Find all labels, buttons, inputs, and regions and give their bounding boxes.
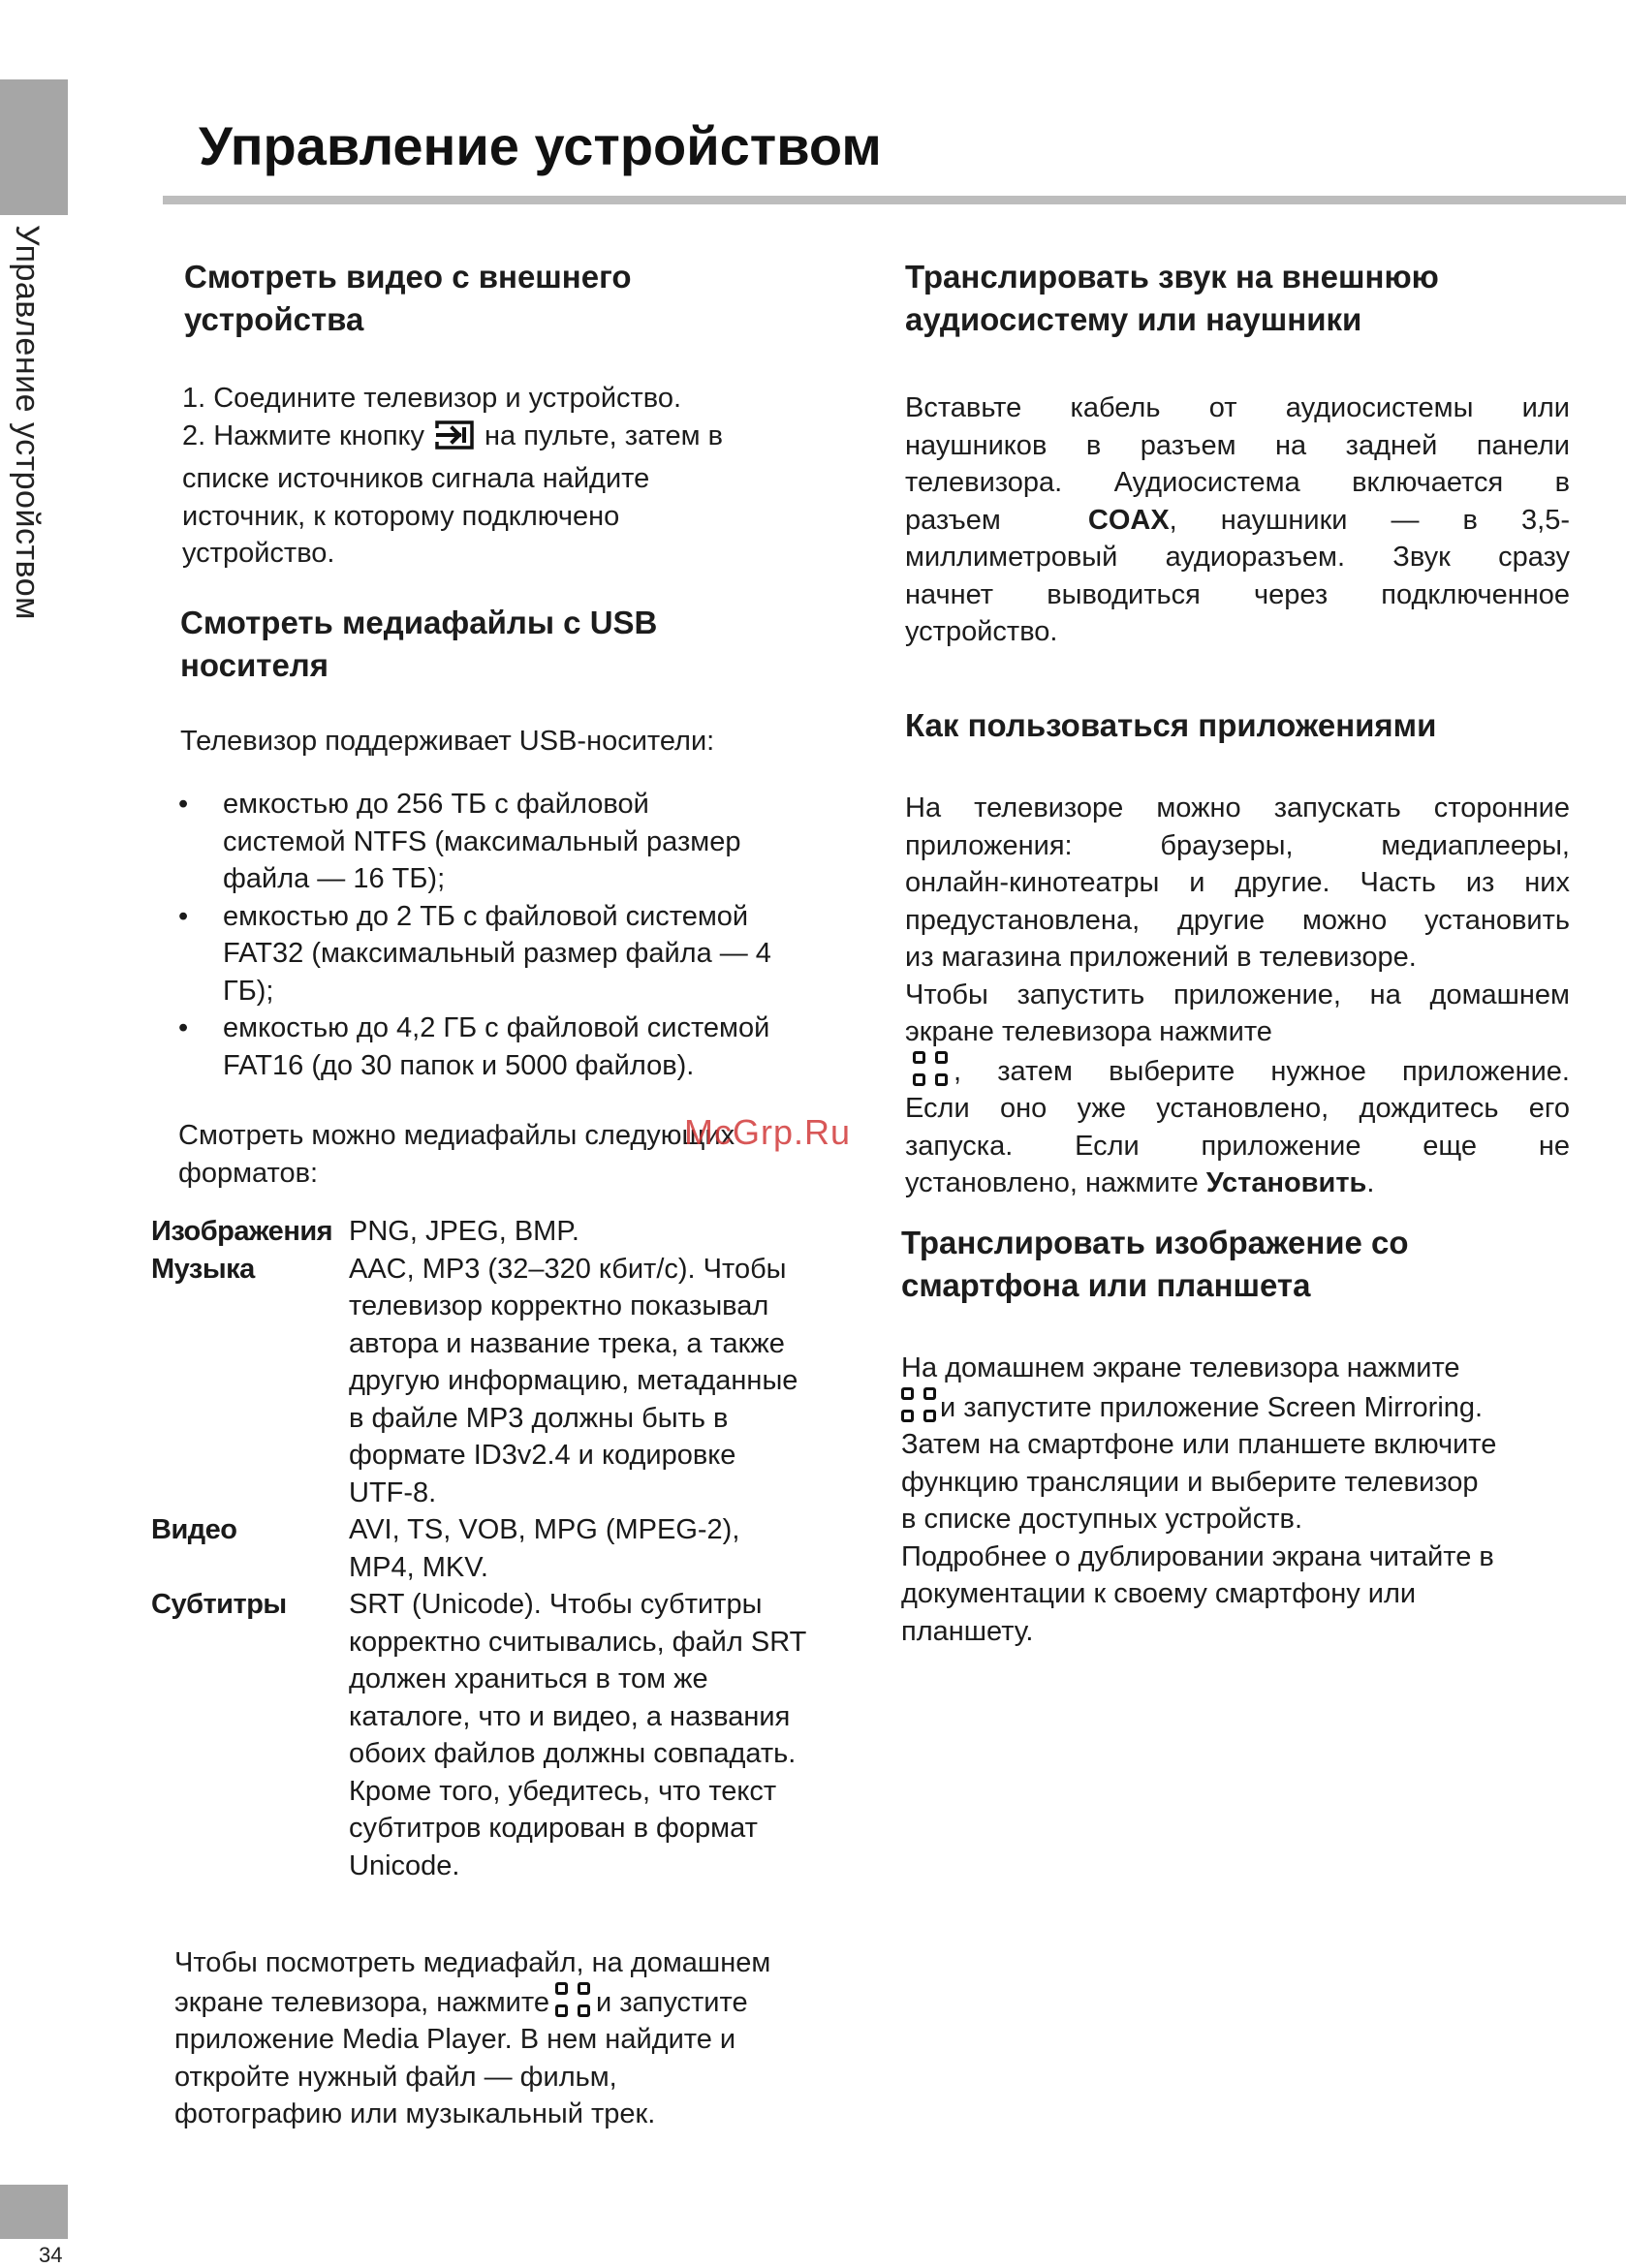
step-2	[182, 418, 880, 573]
instruction-line: экране телевизора, нажмите	[174, 1986, 549, 2018]
list-line: емкостью до 4,2 ГБ с файловой системой	[223, 1012, 770, 1043]
heading-line: Транслировать звук на внешнюю	[905, 259, 1439, 295]
side-chapter-label: Управление устройством	[9, 225, 46, 620]
page-number-tab	[0, 2185, 68, 2239]
list-line: FAT32 (максимальный размер файла — 4	[223, 938, 771, 969]
format-line: обоих файлов должны совпадать.	[349, 1738, 797, 1769]
para-line: устройство.	[905, 616, 1058, 647]
para-line: предустановлена, другие можно установить	[905, 904, 1570, 936]
para-line: На домашнем экране телевизора нажмите	[901, 1352, 1460, 1383]
para-line	[905, 1051, 1570, 1091]
apps-grid-icon	[901, 1387, 936, 1422]
list-item	[178, 898, 876, 1010]
format-line: PNG, JPEG, BMP.	[349, 1216, 579, 1247]
heading-screen-mirroring	[901, 1222, 1409, 1307]
para-line: На телевизоре можно запускать сторонние	[905, 792, 1570, 823]
format-line: должен храниться в том же	[349, 1663, 708, 1694]
list-line: ГБ);	[223, 975, 274, 1007]
formats-intro-line: Смотреть можно медиафайлы следующих	[178, 1120, 735, 1151]
list-line: FAT16 (до 30 папок и 5000 файлов).	[223, 1049, 695, 1081]
heading-line: Смотреть медиафайлы с USB	[180, 605, 658, 640]
format-desc	[349, 1511, 872, 1586]
format-desc	[349, 1213, 872, 1251]
list-line: емкостью до 2 ТБ с файловой системой	[223, 900, 749, 932]
heading-apps: Как пользоваться приложениями	[905, 707, 1437, 743]
para-line: планшету.	[901, 1615, 1034, 1647]
para-line	[905, 1165, 1570, 1202]
format-line: автора и название трека, а также	[349, 1327, 785, 1359]
media-player-instructions	[174, 1944, 872, 2133]
para-line: Если оно уже установлено, дождитесь его	[905, 1093, 1570, 1124]
heading-audio-output	[905, 256, 1439, 341]
para-line	[895, 1387, 1579, 1427]
list-line: емкостью до 256 ТБ с файловой	[223, 789, 649, 820]
list-item	[178, 786, 876, 898]
para-line	[905, 502, 1570, 540]
page-number: 34	[39, 2243, 63, 2267]
instruction-line: откройте нужный файл — фильм,	[174, 2061, 617, 2093]
step-2-text: на пульте, затем в	[485, 419, 724, 451]
heading-line: носителя	[180, 647, 329, 683]
para-fragment: , наушники — в 3,5-	[1169, 504, 1570, 536]
list-line: системой NTFS (максимальный размер	[223, 825, 741, 857]
step-2-text: 2. Нажмите кнопку	[182, 419, 425, 451]
format-line: SRT (Unicode). Чтобы субтитры	[349, 1589, 763, 1620]
heading-usb-media	[180, 602, 657, 687]
format-line: AVI, TS, VOB, MPG (MPEG-2),	[349, 1514, 740, 1545]
para-line: Вставьте кабель от аудиосистемы или	[905, 392, 1570, 423]
para-line: приложения: браузеры, медиаплееры,	[905, 829, 1570, 861]
heading-line: смартфона или планшета	[901, 1267, 1311, 1303]
usb-intro: Телевизор поддерживает USB-носители:	[180, 726, 715, 757]
heading-line: Транслировать изображение со	[901, 1225, 1409, 1260]
heading-line: устройства	[184, 301, 364, 337]
para-fragment: разъем	[905, 504, 1001, 536]
format-line: другую информацию, метаданные	[349, 1365, 798, 1396]
list-item	[178, 1010, 876, 1084]
instruction-line: Чтобы посмотреть медиафайл, на домашнем	[174, 1947, 771, 1978]
para-line: запуска. Если приложение еще не	[905, 1130, 1570, 1162]
format-desc	[349, 1251, 872, 1512]
apps-grid-icon	[913, 1051, 948, 1086]
table-row	[151, 1251, 872, 1512]
table-row	[151, 1213, 872, 1251]
step-1: 1. Соедините телевизор и устройство.	[182, 383, 682, 414]
format-term: Музыка	[151, 1253, 255, 1285]
heading-external-video	[184, 256, 632, 341]
para-fragment: и запустите приложение Screen Mirroring.	[940, 1391, 1484, 1423]
usb-support-list	[178, 786, 876, 1084]
coax-label: COAX	[1087, 504, 1170, 536]
list-line: файла — 16 ТБ);	[223, 863, 446, 894]
formats-intro-line: форматов:	[178, 1157, 319, 1189]
para-line: онлайн-кинотеатры и другие. Часть из них	[905, 867, 1570, 898]
para-line: из магазина приложений в телевизоре.	[905, 942, 1417, 973]
format-line: Unicode.	[349, 1849, 460, 1881]
para-fragment: установлено, нажмите	[905, 1167, 1199, 1198]
para-line: начнет выводиться через подключенное	[905, 578, 1570, 610]
install-label: Установить	[1205, 1167, 1367, 1198]
format-line: субтитров кодирован в формат	[349, 1813, 758, 1844]
table-row	[151, 1586, 872, 1884]
para-line: телевизора. Аудиосистема включается в	[905, 467, 1570, 498]
step-2-text: устройство.	[182, 538, 335, 569]
step-2-text: списке источников сигнала найдите	[182, 463, 650, 494]
format-line: в файле MP3 должны быть в	[349, 1402, 729, 1434]
format-term: Изображения	[151, 1216, 333, 1247]
format-line: Кроме того, убедитесь, что текст	[349, 1775, 777, 1807]
formats-intro	[178, 1117, 735, 1192]
para-fragment: , затем выберите нужное приложение.	[954, 1055, 1570, 1087]
audio-output-text	[905, 389, 1570, 651]
para-line: Чтобы запустить приложение, на домашнем	[905, 979, 1570, 1010]
para-line: функцию трансляции и выберите телевизор	[901, 1466, 1479, 1498]
formats-table	[151, 1213, 872, 1884]
external-video-steps	[182, 380, 880, 573]
format-term: Субтитры	[151, 1589, 287, 1620]
instruction-line: приложение Media Player. В нем найдите и	[174, 2024, 736, 2055]
instruction-line: фотографию или музыкальный трек.	[174, 2098, 656, 2129]
watermark-text: McGrp.Ru	[684, 1112, 852, 1152]
format-term: Видео	[151, 1514, 237, 1545]
page-title: Управление устройством	[199, 115, 882, 176]
format-line: UTF-8.	[349, 1476, 437, 1508]
para-line: наушников в разъем на задней панели	[905, 429, 1570, 461]
para-line: Затем на смартфоне или планшете включите	[901, 1429, 1497, 1460]
instruction-line: и запустите	[595, 1986, 748, 2018]
side-tab-marker	[0, 79, 68, 215]
format-line: корректно считывались, файл SRT	[349, 1626, 807, 1658]
screen-mirroring-text	[901, 1350, 1579, 1650]
format-line: MP4, MKV.	[349, 1551, 488, 1583]
para-line: миллиметровый аудиоразъем. Звук сразу	[905, 542, 1570, 573]
format-line: каталоге, что и видео, а названия	[349, 1700, 791, 1732]
format-line: формате ID3v2.4 и кодировке	[349, 1440, 736, 1471]
apps-grid-icon	[555, 1982, 590, 2017]
para-line: документации к своему смартфону или	[901, 1578, 1417, 1609]
apps-text	[905, 790, 1570, 1202]
para-line: в списке доступных устройств.	[901, 1504, 1303, 1535]
input-source-icon	[434, 419, 475, 461]
format-line: телевизор корректно показывал	[349, 1290, 769, 1321]
step-2-text: источник, к которому подключено	[182, 500, 620, 532]
format-desc	[349, 1586, 872, 1884]
title-divider	[163, 196, 1626, 204]
para-line: Подробнее о дублировании экрана читайте в	[901, 1540, 1494, 1572]
format-line: AAC, MP3 (32–320 кбит/с). Чтобы	[349, 1253, 787, 1285]
heading-line: Смотреть видео с внешнего	[184, 259, 632, 295]
para-fragment: .	[1366, 1167, 1375, 1198]
table-row	[151, 1511, 872, 1586]
para-line: экране телевизора нажмите	[905, 1016, 1272, 1047]
heading-line: аудиосистему или наушники	[905, 301, 1362, 337]
